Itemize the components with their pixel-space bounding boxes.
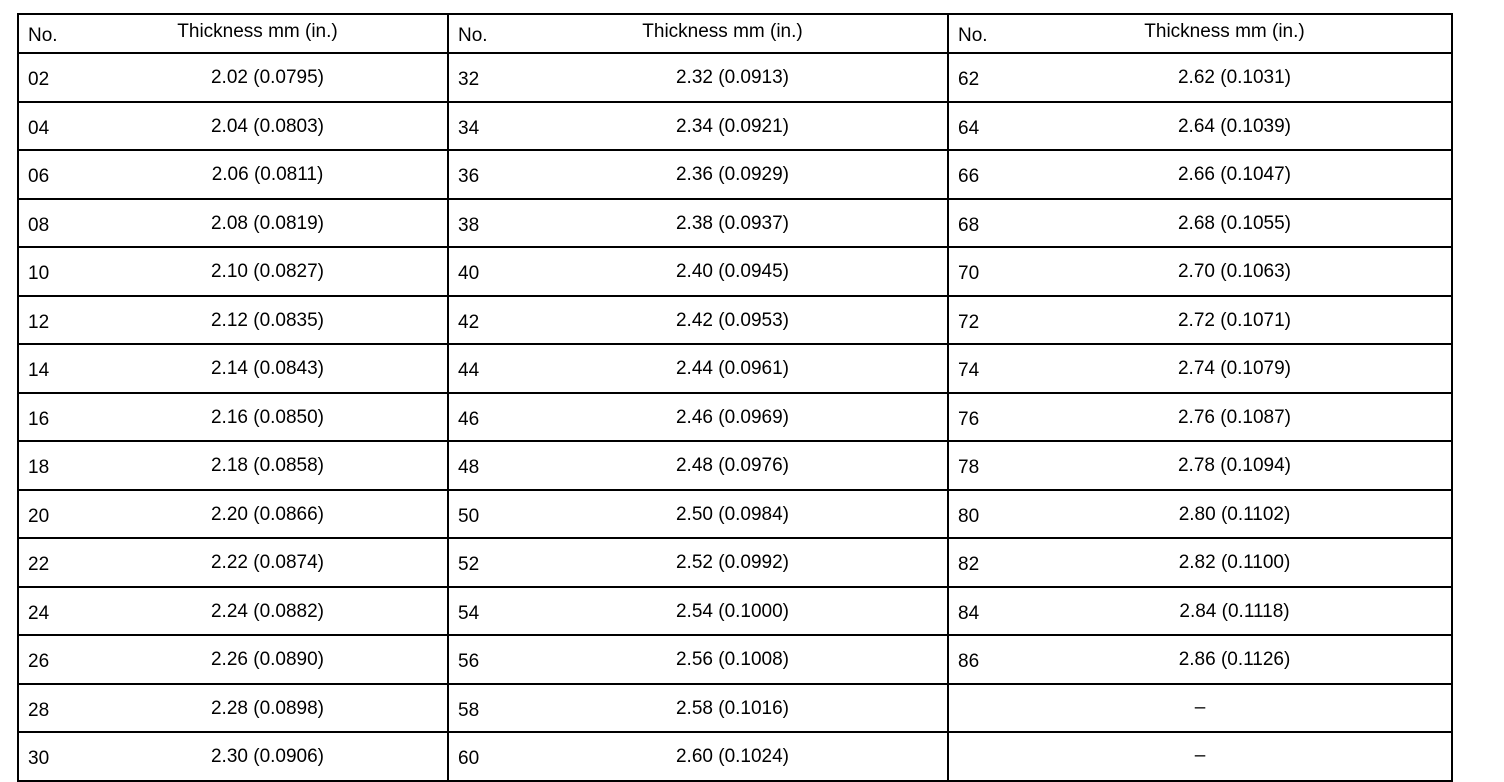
shim-thickness: 2.78 (0.1094): [1058, 441, 1452, 490]
shim-thickness: 2.58 (0.1016): [558, 684, 948, 733]
table-row: [18, 635, 1452, 684]
table-row: [18, 490, 1452, 539]
shim-number: 02: [18, 53, 128, 102]
shim-thickness: 2.68 (0.1055): [1058, 199, 1452, 248]
shim-thickness: 2.04 (0.0803): [128, 102, 448, 151]
shim-thickness: 2.18 (0.0858): [128, 441, 448, 490]
shim-thickness: 2.60 (0.1024): [558, 732, 948, 781]
shim-thickness: 2.20 (0.0866): [128, 490, 448, 539]
shim-thickness: 2.44 (0.0961): [558, 344, 948, 393]
shim-number: 72: [948, 296, 1058, 345]
shim-thickness: 2.08 (0.0819): [128, 199, 448, 248]
table-row: [18, 199, 1452, 248]
shim-number: 30: [18, 732, 128, 781]
shim-thickness: 2.80 (0.1102): [1058, 490, 1452, 539]
table-row: [18, 53, 1452, 102]
shim-number: 14: [18, 344, 128, 393]
header-thickness: Thickness mm (in.): [1058, 14, 1452, 53]
shim-number: 70: [948, 247, 1058, 296]
shim-thickness: 2.56 (0.1008): [558, 635, 948, 684]
empty-cell-dash: –: [948, 684, 1452, 733]
shim-number: 32: [448, 53, 558, 102]
shim-thickness: 2.38 (0.0937): [558, 199, 948, 248]
shim-number: 24: [18, 587, 128, 636]
shim-number: 78: [948, 441, 1058, 490]
shim-thickness: 2.70 (0.1063): [1058, 247, 1452, 296]
shim-thickness: 2.46 (0.0969): [558, 393, 948, 442]
header-row: [18, 14, 1452, 53]
header-no: No.: [948, 14, 1058, 53]
shim-number: 74: [948, 344, 1058, 393]
shim-thickness: 2.30 (0.0906): [128, 732, 448, 781]
shim-number: 82: [948, 538, 1058, 587]
shim-thickness: 2.16 (0.0850): [128, 393, 448, 442]
header-thickness: Thickness mm (in.): [128, 14, 448, 53]
shim-thickness: 2.54 (0.1000): [558, 587, 948, 636]
shim-thickness: 2.64 (0.1039): [1058, 102, 1452, 151]
shim-thickness: 2.22 (0.0874): [128, 538, 448, 587]
shim-thickness: 2.28 (0.0898): [128, 684, 448, 733]
shim-number: 62: [948, 53, 1058, 102]
table-row: [18, 587, 1452, 636]
shim-number: 36: [448, 150, 558, 199]
shim-thickness: 2.52 (0.0992): [558, 538, 948, 587]
table-row: [18, 247, 1452, 296]
shim-thickness: 2.24 (0.0882): [128, 587, 448, 636]
table-body: [18, 14, 1452, 781]
table-row: [18, 732, 1452, 781]
shim-number: 20: [18, 490, 128, 539]
shim-thickness: 2.74 (0.1079): [1058, 344, 1452, 393]
shim-number: 28: [18, 684, 128, 733]
shim-number: 60: [448, 732, 558, 781]
shim-number: 58: [448, 684, 558, 733]
shim-number: 22: [18, 538, 128, 587]
shim-number: 42: [448, 296, 558, 345]
header-no: No.: [448, 14, 558, 53]
shim-number: 64: [948, 102, 1058, 151]
table-row: [18, 538, 1452, 587]
shim-number: 16: [18, 393, 128, 442]
shim-number: 80: [948, 490, 1058, 539]
shim-number: 48: [448, 441, 558, 490]
shim-number: 18: [18, 441, 128, 490]
shim-thickness: 2.34 (0.0921): [558, 102, 948, 151]
shim-thickness: 2.26 (0.0890): [128, 635, 448, 684]
empty-cell-dash: –: [948, 732, 1452, 781]
shim-thickness: 2.72 (0.1071): [1058, 296, 1452, 345]
shim-thickness: 2.06 (0.0811): [128, 150, 448, 199]
shim-thickness: 2.14 (0.0843): [128, 344, 448, 393]
table-row: [18, 150, 1452, 199]
shim-number: 26: [18, 635, 128, 684]
shim-number: 08: [18, 199, 128, 248]
table-row: [18, 441, 1452, 490]
shim-number: 46: [448, 393, 558, 442]
header-no: No.: [18, 14, 128, 53]
shim-thickness: 2.82 (0.1100): [1058, 538, 1452, 587]
shim-thickness: 2.50 (0.0984): [558, 490, 948, 539]
table-row: [18, 102, 1452, 151]
shim-thickness: 2.12 (0.0835): [128, 296, 448, 345]
shim-number: 84: [948, 587, 1058, 636]
table-row: [18, 344, 1452, 393]
shim-number: 40: [448, 247, 558, 296]
shim-thickness: 2.66 (0.1047): [1058, 150, 1452, 199]
shim-number: 34: [448, 102, 558, 151]
shim-thickness: 2.10 (0.0827): [128, 247, 448, 296]
shim-thickness: 2.02 (0.0795): [128, 53, 448, 102]
shim-thickness: 2.86 (0.1126): [1058, 635, 1452, 684]
shim-number: 68: [948, 199, 1058, 248]
shim-number: 56: [448, 635, 558, 684]
shim-number: 52: [448, 538, 558, 587]
shim-number: 76: [948, 393, 1058, 442]
shim-number: 04: [18, 102, 128, 151]
shim-number: 06: [18, 150, 128, 199]
header-thickness: Thickness mm (in.): [558, 14, 948, 53]
shim-number: 44: [448, 344, 558, 393]
shim-number: 54: [448, 587, 558, 636]
shim-number: 10: [18, 247, 128, 296]
shim-number: 50: [448, 490, 558, 539]
shim-thickness: 2.48 (0.0976): [558, 441, 948, 490]
shim-thickness: 2.42 (0.0953): [558, 296, 948, 345]
shim-thickness: 2.76 (0.1087): [1058, 393, 1452, 442]
shim-number: 38: [448, 199, 558, 248]
table-row: [18, 296, 1452, 345]
shim-number: 86: [948, 635, 1058, 684]
shim-thickness: 2.32 (0.0913): [558, 53, 948, 102]
shim-number: 12: [18, 296, 128, 345]
shim-thickness: 2.62 (0.1031): [1058, 53, 1452, 102]
shim-thickness: 2.40 (0.0945): [558, 247, 948, 296]
shim-thickness: 2.36 (0.0929): [558, 150, 948, 199]
shim-thickness: 2.84 (0.1118): [1058, 587, 1452, 636]
shim-thickness-table: [17, 13, 1453, 782]
shim-number: 66: [948, 150, 1058, 199]
table-row: [18, 393, 1452, 442]
